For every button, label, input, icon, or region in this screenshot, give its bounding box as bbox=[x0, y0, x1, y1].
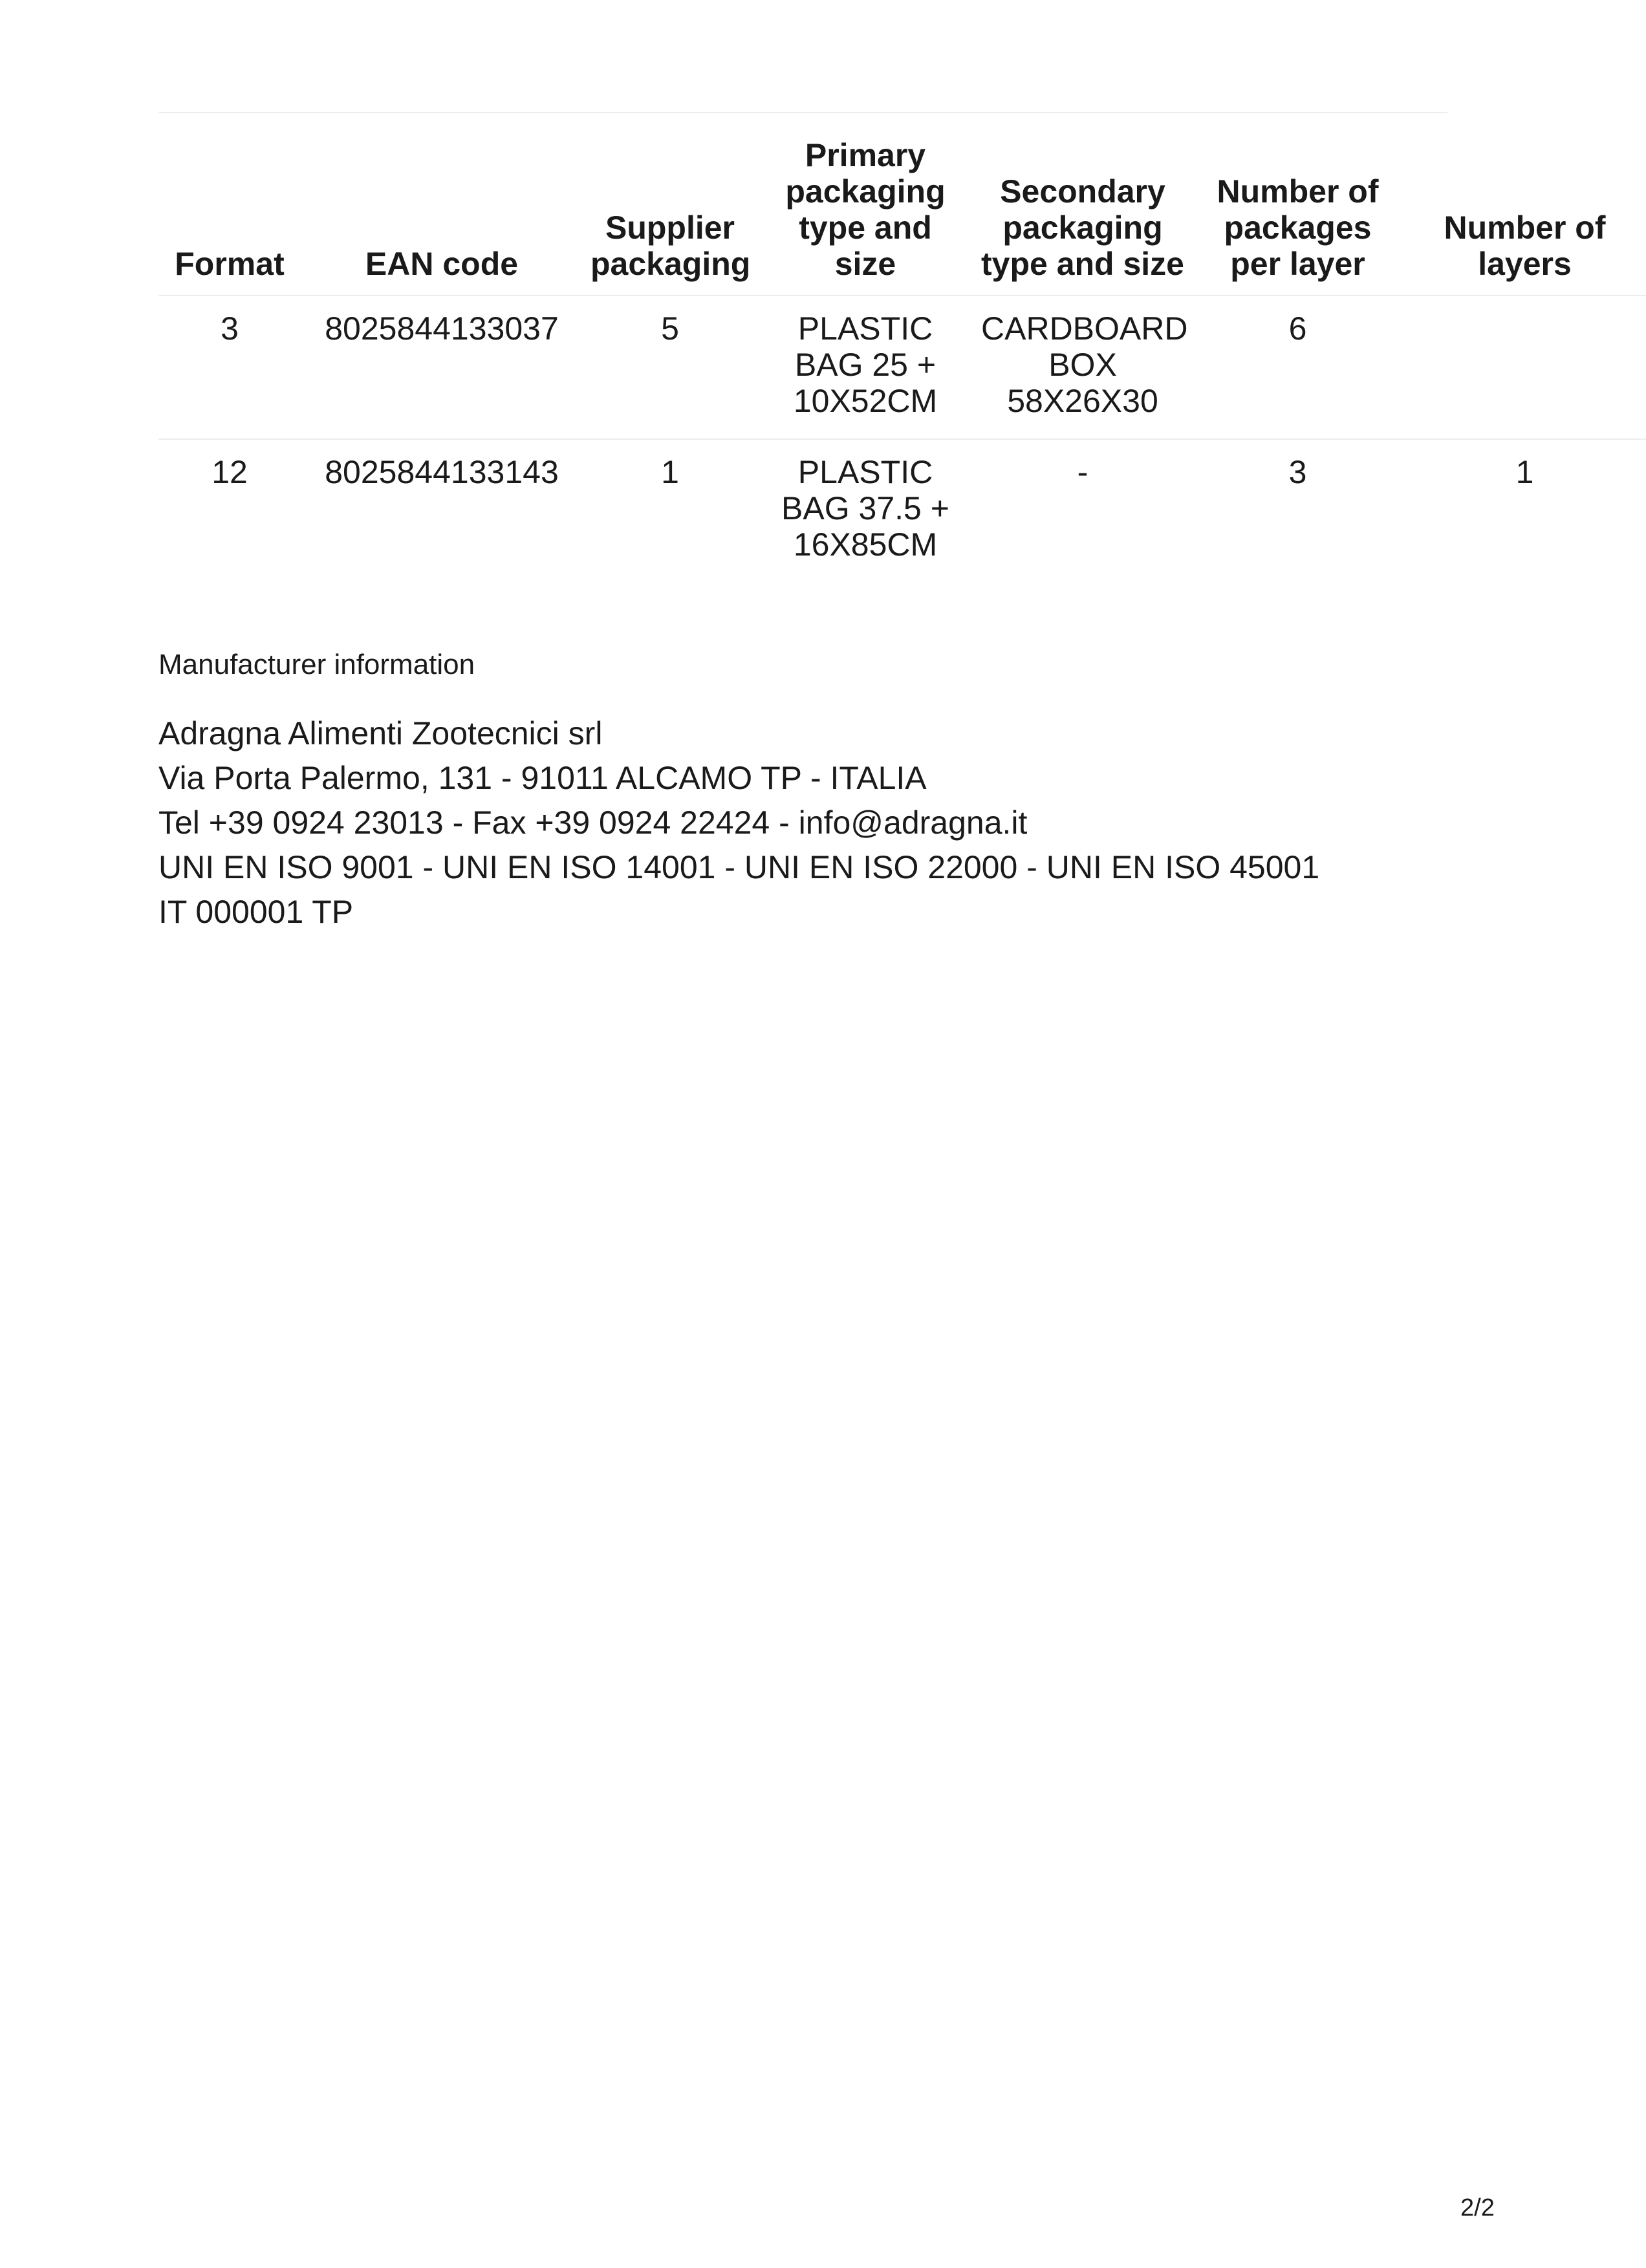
cell-primary-packaging: PLASTIC BAG 37.5 + 16X85CM bbox=[781, 454, 949, 563]
cell-secondary-packaging: CARDBOARD BOX 58X26X30 bbox=[973, 296, 1192, 439]
manufacturer-certifications: UNI EN ISO 9001 - UNI EN ISO 14001 - UNI EN ISO 22000 - UNI EN ISO 45001 bbox=[158, 849, 1320, 885]
table-row bbox=[158, 296, 1646, 439]
cell-secondary-packaging: - bbox=[1077, 454, 1088, 490]
cell-number-of-layers bbox=[1403, 296, 1646, 439]
header-format: Format bbox=[158, 113, 301, 296]
header-secondary-packaging: Secondary packaging type and size bbox=[973, 113, 1192, 296]
manufacturer-approval-code: IT 000001 TP bbox=[158, 894, 354, 930]
table-header-row bbox=[158, 113, 1646, 296]
manufacturer-info-label: Manufacturer information bbox=[158, 649, 475, 680]
page-number: 2/2 bbox=[1460, 2194, 1495, 2221]
header-number-of-layers: Number of layers bbox=[1403, 113, 1646, 296]
cell-packages-per-layer: 3 bbox=[1288, 454, 1307, 490]
cell-ean-code: 8025844133037 bbox=[301, 296, 583, 439]
cell-primary-packaging: PLASTIC BAG 25 + 10X52CM bbox=[757, 296, 973, 439]
cell-number-of-layers: 1 bbox=[1515, 454, 1534, 490]
header-packages-per-layer: Number of packages per layer bbox=[1192, 113, 1403, 296]
header-primary-packaging: Primary packaging type and size bbox=[757, 113, 973, 296]
cell-format: 12 bbox=[211, 454, 248, 490]
header-ean-code: EAN code bbox=[301, 113, 583, 296]
manufacturer-info-block bbox=[158, 711, 1319, 934]
cell-supplier-packaging: 5 bbox=[583, 296, 757, 439]
cell-supplier-packaging: 1 bbox=[661, 454, 679, 490]
table-row bbox=[158, 439, 1646, 631]
header-supplier-packaging: Supplier packaging bbox=[583, 113, 757, 296]
cell-format: 3 bbox=[158, 296, 301, 439]
manufacturer-address: Via Porta Palermo, 131 - 91011 ALCAMO TP - ITALIA bbox=[158, 760, 927, 796]
manufacturer-company-name: Adragna Alimenti Zootecnici srl bbox=[158, 715, 603, 751]
packaging-table-container bbox=[158, 112, 1606, 631]
cell-packages-per-layer: 6 bbox=[1192, 296, 1403, 439]
cell-ean-code: 8025844133143 bbox=[325, 454, 559, 490]
manufacturer-contacts: Tel +39 0924 23013 - Fax +39 0924 22424 - info@adragna.it bbox=[158, 805, 1028, 841]
packaging-table bbox=[158, 113, 1646, 631]
